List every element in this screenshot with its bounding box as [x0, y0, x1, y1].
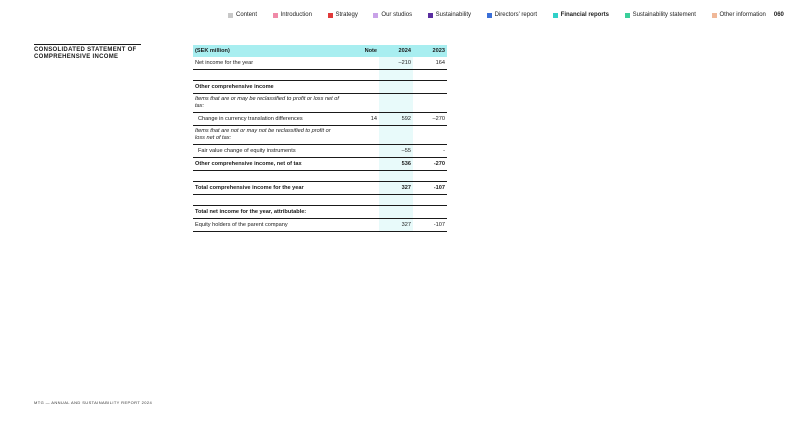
- nav-item-our-studios[interactable]: [373, 12, 412, 18]
- table-row: [193, 126, 447, 145]
- table-row: [193, 57, 447, 70]
- row-value-2024: –210: [379, 57, 413, 70]
- nav-item-content[interactable]: [228, 12, 257, 18]
- row-value-2023: -107: [413, 219, 447, 232]
- square-icon: [712, 13, 717, 18]
- row-label: Other comprehensive income, net of tax: [193, 158, 343, 171]
- square-icon: [228, 13, 233, 18]
- nav-item-other-information[interactable]: [712, 12, 766, 18]
- header-label: (SEK million): [193, 45, 343, 57]
- spacer-row: [193, 171, 447, 182]
- header-note: Note: [343, 45, 379, 57]
- nav-label: Strategy: [335, 12, 358, 18]
- nav-item-financial-reports[interactable]: [553, 12, 609, 18]
- spacer-row: [193, 195, 447, 206]
- square-icon: [373, 13, 378, 18]
- nav-item-sustainability[interactable]: [428, 12, 471, 18]
- square-icon: [553, 13, 558, 18]
- row-label: Total comprehensive income for the year: [193, 182, 343, 195]
- nav-label: Introduction: [280, 12, 312, 18]
- square-icon: [625, 13, 630, 18]
- table-row: [193, 94, 447, 113]
- square-icon: [487, 13, 492, 18]
- page-number: 060: [773, 12, 784, 18]
- nav-item-introduction[interactable]: [273, 12, 312, 18]
- row-label: Items that are or may be reclassified to profit or loss net of tax:: [195, 96, 339, 109]
- nav-item-strategy[interactable]: [328, 12, 358, 18]
- row-note: [343, 182, 379, 195]
- row-label: Fair value change of equity instruments: [193, 145, 343, 158]
- nav-label: Content: [236, 12, 258, 18]
- row-label: Total net income for the year, attributable:: [193, 206, 343, 219]
- header-2024: 2024: [379, 45, 413, 57]
- nav-item-sustainability-statement[interactable]: [625, 12, 696, 18]
- row-value-2023: –270: [413, 113, 447, 126]
- section-title: CONSOLIDATED STATEMENT OF COMPREHENSIVE INCOME: [34, 44, 141, 61]
- table-row: [193, 219, 447, 232]
- row-value-2023: -270: [413, 158, 447, 171]
- header-2023: 2023: [413, 45, 447, 57]
- nav-label: Sustainability: [435, 12, 472, 18]
- nav-label: Our studios: [381, 12, 413, 18]
- nav-label: Financial reports: [560, 12, 610, 18]
- row-label: Equity holders of the parent company: [193, 219, 343, 232]
- top-navigation: [228, 10, 784, 20]
- page-footer: MTG — ANNUAL AND SUSTAINABILITY REPORT 2024: [34, 400, 153, 405]
- row-value-2024: 536: [379, 158, 413, 171]
- row-value-2024: –55: [379, 145, 413, 158]
- row-label: Items that are not or may not be reclassified to profit or loss net of tax:: [195, 128, 331, 141]
- row-value-2023: -107: [413, 182, 447, 195]
- nav-label: Directors' report: [494, 12, 538, 18]
- table-header-row: [193, 45, 447, 57]
- income-statement-table: [193, 45, 447, 232]
- row-value-2024: 327: [379, 182, 413, 195]
- row-value-2024: 592: [379, 113, 413, 126]
- row-note: [343, 57, 379, 70]
- row-note: 14: [343, 113, 379, 126]
- nav-label: Sustainability statement: [632, 12, 696, 18]
- square-icon: [428, 13, 433, 18]
- row-label: Net income for the year: [193, 57, 343, 70]
- row-label: Other comprehensive income: [193, 81, 343, 94]
- row-note: [343, 219, 379, 232]
- nav-item-directors-report[interactable]: [487, 12, 538, 18]
- table-row: [193, 145, 447, 158]
- row-note: [343, 145, 379, 158]
- row-value-2023: 164: [413, 57, 447, 70]
- row-note: [343, 158, 379, 171]
- table-row: [193, 81, 447, 94]
- table-row: [193, 158, 447, 171]
- square-icon: [273, 13, 278, 18]
- square-icon: [328, 13, 333, 18]
- row-value-2023: -: [413, 145, 447, 158]
- table-row: [193, 182, 447, 195]
- nav-label: Other information: [719, 12, 766, 18]
- row-label: Change in currency translation differences: [193, 113, 343, 126]
- row-value-2024: 327: [379, 219, 413, 232]
- spacer-row: [193, 70, 447, 81]
- table-row: [193, 206, 447, 219]
- table-row: [193, 113, 447, 126]
